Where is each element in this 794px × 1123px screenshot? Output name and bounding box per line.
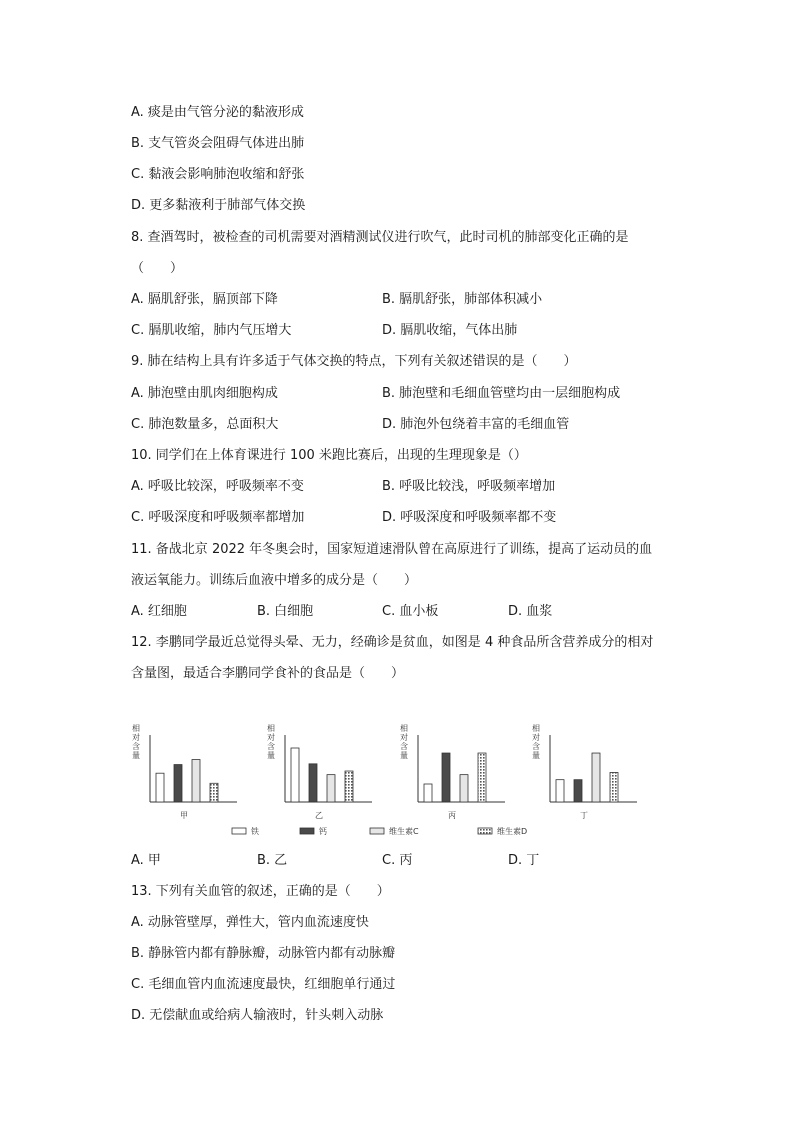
q12-option-c: C. 丙 [382, 853, 413, 868]
legend-label: 钙 [319, 827, 327, 836]
bar-4-2 [574, 780, 582, 802]
q12-option-a: A. 甲 [131, 853, 161, 868]
category-label: 甲 [180, 811, 188, 820]
bar-1-4 [210, 783, 218, 802]
q10-option-b: B. 呼吸比较浅，呼吸频率增加 [382, 479, 556, 494]
bar-2-3 [327, 775, 335, 802]
legend-label: 维生素C [389, 827, 419, 836]
q7-option-b: B. 支气管炎会阻碍气体进出肺 [131, 136, 305, 151]
bar-1-2 [174, 765, 182, 802]
q10-stem: 10. 同学们在上体育课进行 100 米跑比赛后，出现的生理现象是（） [131, 448, 527, 463]
bar-1-3 [192, 760, 200, 802]
q12-stem-line2: 含量图，最适合李鹏同学食补的食品是（ ） [131, 666, 405, 681]
q11-stem-line2: 液运氧能力。训练后血液中增多的成分是（ ） [131, 573, 418, 588]
q9-stem: 9. 肺在结构上具有许多适于气体交换的特点，下列有关叙述错误的是（ ） [131, 354, 577, 369]
category-label: 乙 [315, 811, 323, 820]
category-label: 丁 [580, 811, 588, 820]
q13-option-c: C. 毛细血管内血流速度最快，红细胞单行通过 [131, 977, 396, 992]
bar-1-1 [156, 773, 164, 802]
q8-option-c: C. 膈肌收缩，肺内气压增大 [131, 323, 292, 338]
q13-stem: 13. 下列有关血管的叙述，正确的是（ ） [131, 884, 390, 899]
category-label: 丙 [448, 811, 456, 820]
legend-swatch [478, 828, 492, 834]
q9-option-c: C. 肺泡数量多，总面积大 [131, 417, 279, 432]
legend-swatch [300, 828, 314, 834]
chart-1 [132, 723, 237, 820]
q11-option-d: D. 血浆 [508, 604, 553, 619]
q8-option-a: A. 膈肌舒张，膈顶部下降 [131, 292, 278, 307]
chart-ylabel: 相对含量 [400, 724, 408, 760]
legend-label: 维生素D [497, 827, 528, 836]
chart-ylabel: 相对含量 [267, 724, 275, 760]
bar-2-2 [309, 764, 317, 802]
bar-3-3 [460, 775, 468, 802]
q13-option-d: D. 无偿献血或给病人输液时，针头刺入动脉 [131, 1008, 384, 1023]
bar-3-4 [478, 753, 486, 802]
chart-ylabel: 相对含量 [132, 724, 140, 760]
q7-option-d: D. 更多黏液利于肺部气体交换 [131, 198, 306, 213]
bar-2-4 [345, 771, 353, 802]
q13-option-b: B. 静脉管内都有静脉瓣，动脉管内都有动脉瓣 [131, 946, 396, 961]
q10-option-c: C. 呼吸深度和呼吸频率都增加 [131, 510, 305, 525]
q8-option-d: D. 膈肌收缩，气体出肺 [382, 323, 518, 338]
q7-option-a: A. 痰是由气管分泌的黏液形成 [131, 105, 304, 120]
q9-option-d: D. 肺泡外包绕着丰富的毛细血管 [382, 417, 570, 432]
q11-stem-line1: 11. 备战北京 2022 年冬奥会时，国家短道速滑队曾在高原进行了训练，提高了运动员的血 [131, 542, 653, 557]
q10-option-d: D. 呼吸深度和呼吸频率都不变 [382, 510, 557, 525]
bar-4-3 [592, 753, 600, 802]
q11-option-b: B. 白细胞 [257, 604, 314, 619]
bar-3-2 [442, 753, 450, 802]
chart-2 [267, 723, 372, 820]
q11-option-a: A. 红细胞 [131, 604, 187, 619]
q12-option-b: B. 乙 [257, 853, 288, 868]
legend-label: 铁 [251, 827, 259, 836]
q7-option-c: C. 黏液会影响肺泡收缩和舒张 [131, 167, 305, 182]
q12-stem-line1: 12. 李鹏同学最近总觉得头晕、无力，经确诊是贫血，如图是 4 种食品所含营养成分的相对 [131, 635, 654, 650]
chart-4 [532, 723, 637, 820]
legend-swatch [232, 828, 246, 834]
bar-4-1 [556, 780, 564, 802]
chart-ylabel: 相对含量 [532, 724, 540, 760]
nutrition-bar-charts [0, 715, 794, 845]
q11-option-c: C. 血小板 [382, 604, 439, 619]
chart-3 [400, 723, 505, 820]
q9-option-a: A. 肺泡壁由肌肉细胞构成 [131, 386, 278, 401]
bar-4-4 [610, 772, 618, 802]
q8-stem-line2: （ ） [131, 261, 184, 276]
q10-option-a: A. 呼吸比较深，呼吸频率不变 [131, 479, 304, 494]
q8-stem-line1: 8. 查酒驾时，被检查的司机需要对酒精测试仪进行吹气，此时司机的肺部变化正确的是 [131, 230, 629, 245]
legend-swatch [370, 828, 384, 834]
q12-option-d: D. 丁 [508, 853, 540, 868]
bar-3-1 [424, 784, 432, 802]
q8-option-b: B. 膈肌舒张，肺部体积减小 [382, 292, 543, 307]
bar-2-1 [291, 748, 299, 802]
q13-option-a: A. 动脉管壁厚，弹性大，管内血流速度快 [131, 915, 369, 930]
q9-option-b: B. 肺泡壁和毛细血管壁均由一层细胞构成 [382, 386, 621, 401]
